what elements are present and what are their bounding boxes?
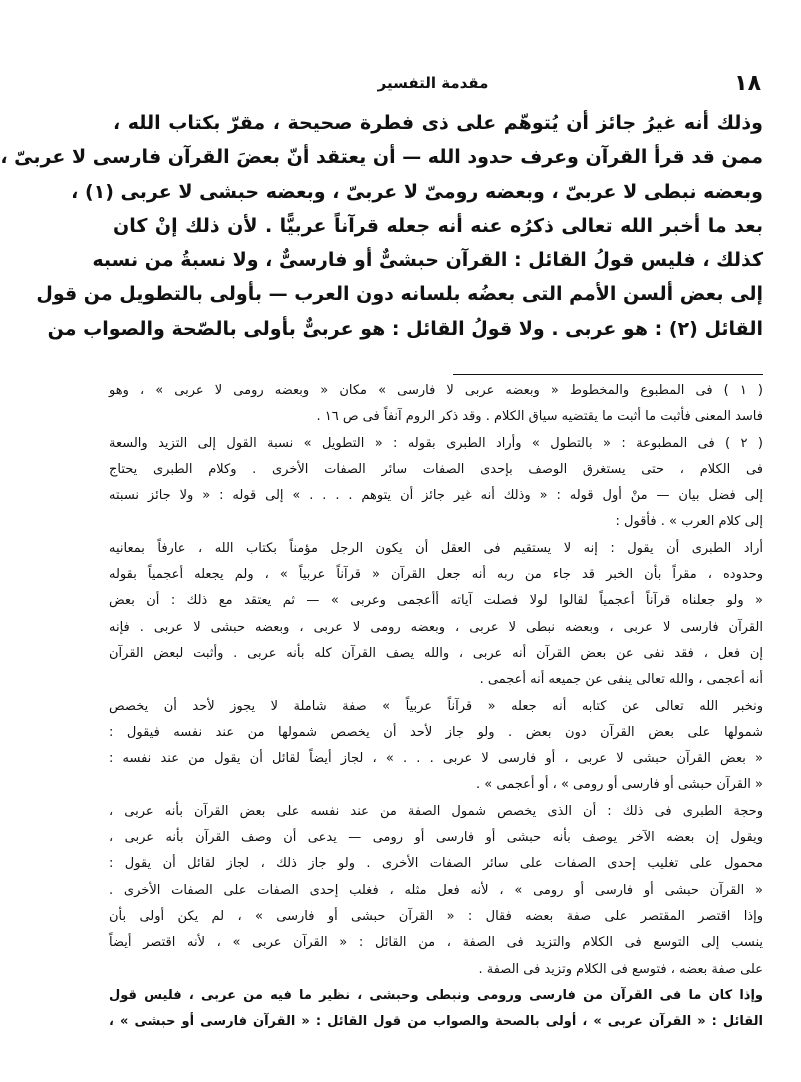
footnote-line: ( ٢ ) فى المطبوعة : « بالتطول » وأراد الطبرى بقوله : « التطويل » نسبة القول إلى التزيد والسعة: [109, 435, 763, 451]
footnote-line: « ولو جعلناه قرآناً أعجمياً لقالوا لولا فصلت آياته أأعجمى وعربى » — ثم يعتقد مع ذلك : أن بعض: [109, 593, 763, 609]
footnote-line: ( ١ ) فى المطبوع والمخطوط « وبعضه عربى لا فارسى » مكان « وبعضه رومى لا عربى » ، وهو: [109, 383, 763, 398]
footnote-line: ينسب إلى التوسع فى الكلام والتزيد فى الصفة ، من القائل : « القرآن عربى » ، لأنه اقتصر أيضاً: [109, 935, 763, 951]
footnote-line: محمول على تغليب إحدى الصفات على سائر الصفات الأخرى . ولو جاز ذلك ، لجاز لقائل أن يقول :: [109, 856, 763, 872]
footnote-line: إن فعل ، فقد نفى عن بعض القرآن أنه عربى ، والله يصف القرآن كله بأنه عربى . وأثبت لبعض القرآن: [109, 645, 763, 661]
footnote-line: فى الكلام ، حتى يستغرق الوصف بإحدى الصفات سائر الصفات الأخرى . وكلام الطبرى يحتاج: [109, 461, 763, 477]
footnote-line: « القرآن حبشى أو فارسى أو رومى » ، أو أعجمى » .: [476, 777, 763, 793]
main-text-line: إلى بعض ألسن الأمم التى بعضُه بلسانه دون العرب — بأولى بالتطويل من قول: [36, 283, 763, 306]
footnote-line: وإذا كان ما فى القرآن من فارسى ورومى ونبطى وحبشى ، نظير ما فيه من عربى ، فليس قول: [109, 987, 763, 1003]
footnote-line: إلى فضل بيان — منْ أول قوله : « وذلك أنه غير جائز أن يتوهم . . . . » إلى قوله : « ولا جائز نسبته: [109, 488, 763, 504]
footnote-line: « القرآن حبشى أو فارسى أو رومى » ، لأنه فعل مثله ، فغلب إحدى الصفات على الصفات الأخرى .: [109, 882, 763, 898]
footnote-line: ويقول إن بعضه الآخر يوصف بأنه حبشى أو فارسى أو رومى — يدعى أن وصف القرآن بأنه عربى ،: [109, 830, 763, 846]
footnote-line: وإذا اقتصر المقتصر على صفة بعضه فقال : « القرآن حبشى أو فارسى » ، لم يكن أولى بأن: [109, 908, 763, 924]
page-number: ١٨: [734, 70, 761, 96]
main-text-line: وذلك أنه غيرُ جائز أن يُتوهّم على ذى فطرة صحيحة ، مقرّ بكتاب الله ،: [113, 112, 763, 134]
main-text-line: كذلك ، فليس قولُ القائل : القرآن حبشىٌّ أو فارسىٌّ ، ولا نسبةُ من نسبه: [92, 249, 763, 272]
main-text-line: القائل (٢) : هو عربى . ولا قولُ القائل : هو عربىٌّ بأولى بالصّحة والصواب من: [47, 317, 763, 340]
main-text-line: ممن قد قرأ القرآن وعرف حدود الله — أن يعتقد أنّ بعضَ القرآن فارسى لا عربىّ ،: [0, 146, 763, 169]
main-text: [0, 106, 763, 346]
footnote-line: فاسد المعنى فأثبت ما أثبت ما يقتضيه سياق الكلام . وقد ذكر الروم آنفاً فى ص ١٦ .: [316, 409, 763, 425]
main-text-line: بعد ما أخبر الله تعالى ذكرُه عنه أنه جعله قرآناً عربيًّا . لأن ذلك إنْ كان: [113, 214, 763, 237]
page-header: [105, 70, 761, 96]
footnote-line: القرآن فارسى لا عربى ، وبعضه نبطى لا عربى ، وبعضه رومى لا عربى ، وبعضه حبشى لا عربى . فإنه: [109, 619, 763, 635]
footnote-line: وحجة الطبرى فى ذلك : أن الذى يخصص شمول الصفة من عند نفسه على بعض القرآن بأنه عربى ،: [109, 803, 763, 819]
footnote-line: أراد الطبرى أن يقول : إنه لا يستقيم فى العقل أن يكون الرجل مؤمناً بكتاب الله ، عارفاً بمعانيه: [109, 540, 763, 556]
footnote-line: أنه أعجمى ، والله تعالى ينفى عن جميعه أنه أعجمى .: [479, 672, 763, 688]
footnotes: [109, 378, 763, 1035]
footnote-line: على صفة بعضه ، فتوسع فى الكلام وتزيد فى الصفة .: [478, 961, 763, 977]
footnote-line: « بعض القرآن حبشى لا عربى ، أو فارسى لا عربى . . . » ، لجاز أيضاً لقائل أن يقول من عند نفسه :: [109, 751, 763, 767]
main-text-line: وبعضه نبطى لا عربىّ ، وبعضه رومىّ لا عربىّ ، وبعضه حبشى لا عربى (١) ،: [71, 180, 763, 203]
footnote-separator: [453, 374, 763, 375]
footnote-line: وحدوده ، مقراً بأن الخبر قد جاء من ربه أنه جعل القرآن « قرآناً عربياً » ، ولم يجعله أعجمياً بقوله: [109, 567, 763, 583]
footnote-line: ونخبر الله تعالى عن كتابه أنه جعله « قرآناً عربياً » صفة شاملة لا يجوز لأحد أن يخصص: [109, 698, 763, 714]
footnote-line: شمولها على بعض القرآن دون بعض . ولو جاز لأحد أن يخصص شمولها من عند نفسه فيقول :: [109, 724, 763, 740]
footnote-line: القائل : « القرآن عربى » ، أولى بالصحة والصواب من قول القائل : « القرآن فارسى أو حبشى » ،: [109, 1014, 763, 1030]
running-title: مقدمة التفسير: [377, 74, 489, 92]
footnote-line: إلى كلام العرب » . فأقول :: [615, 514, 763, 530]
